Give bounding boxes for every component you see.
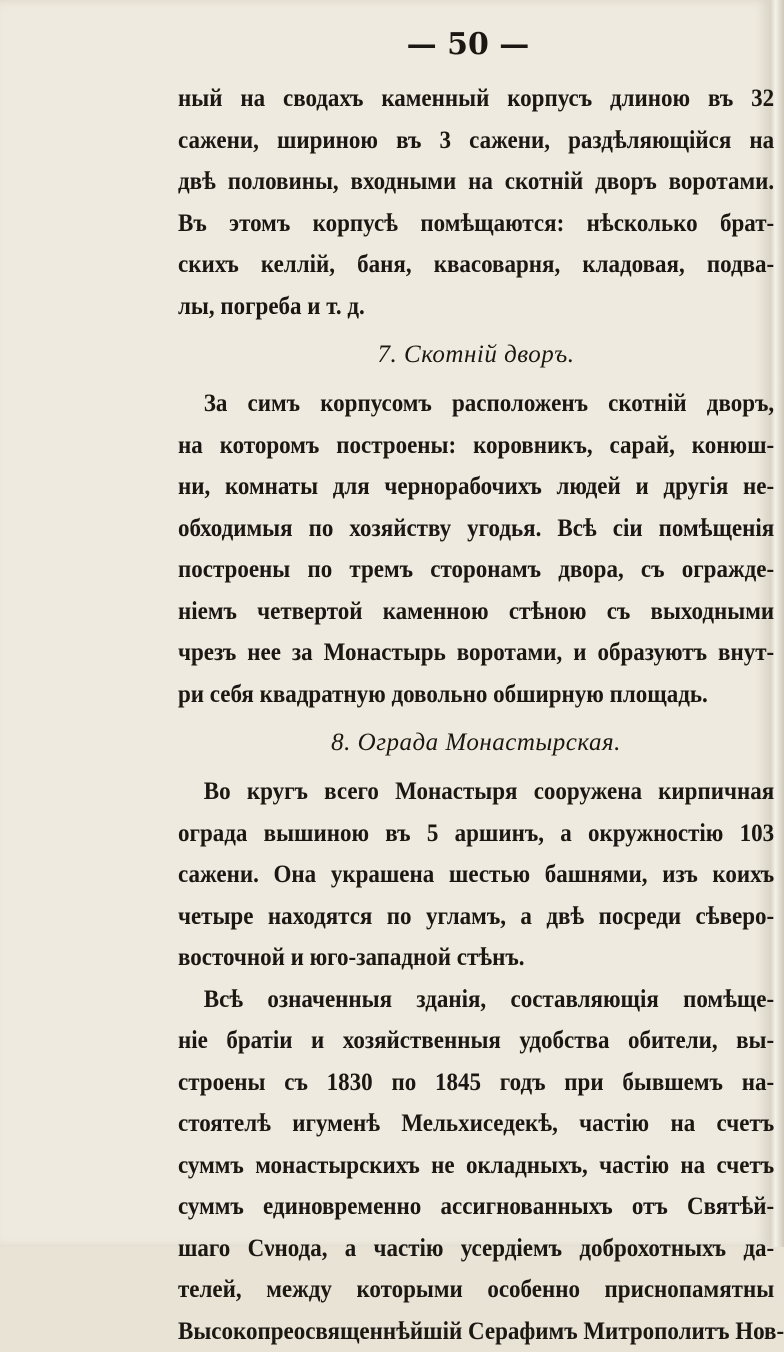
paragraph-4 (178, 979, 774, 1352)
page-number: — 50 — (268, 24, 668, 66)
section-heading-7: 7. Скотній дворъ. (178, 327, 774, 383)
text-line: четыре находятся по угламъ, а двѣ посреди сѣверо- (178, 896, 774, 938)
page-content (178, 24, 774, 1352)
text-line: сажени. Она украшена шестью башнями, изъ коихъ (178, 854, 774, 896)
paragraph-1 (178, 78, 774, 327)
text-line: За симъ корпусомъ расположенъ скотній дворъ, (178, 383, 774, 425)
text-line: стоятелѣ игуменѣ Мельхиседекѣ, частію на счетъ (178, 1103, 774, 1145)
text-line: суммъ единовременно ассигнованныхъ отъ Святѣй- (178, 1186, 774, 1228)
text-line: суммъ монастырскихъ не окладныхъ, частію на счетъ (178, 1145, 774, 1187)
text-line: обходимыя по хозяйству угодья. Всѣ сіи помѣщенія (178, 508, 774, 550)
text-line: строены съ 1830 по 1845 годъ при бывшемъ на- (178, 1062, 774, 1104)
text-line: телей, между которыми особенно приснопамятны (178, 1269, 774, 1311)
text-line: Высокопреосвященнѣйшій Серафимъ Митрополитъ Нов- (178, 1311, 774, 1352)
text-line: сажени, шириною въ 3 сажени, раздѣляющійся на (178, 120, 774, 162)
section-heading-8: 8. Ограда Монастырская. (178, 715, 774, 771)
text-line: ніемъ четвертой каменною стѣною съ выходными (178, 591, 774, 633)
text-line: скихъ келлій, баня, квасоварня, кладовая, подва- (178, 244, 774, 286)
text-line: на которомъ построены: коровникъ, сарай, конюш- (178, 425, 774, 467)
text-line: ри себя квадратную довольно обширную площадь. (178, 674, 726, 716)
text-line: лы, погреба и т. д. (178, 286, 726, 328)
text-line: восточной и юго-западной стѣнъ. (178, 937, 726, 979)
text-line: Всѣ означенныя зданія, составляющія помѣще- (178, 979, 774, 1021)
text-line: ніе братіи и хозяйственныя удобства обители, вы- (178, 1020, 774, 1062)
text-line: построены по тремъ сторонамъ двора, съ огражде- (178, 549, 774, 591)
text-line: Въ этомъ корпусѣ помѣщаются: нѣсколько брат- (178, 203, 774, 245)
paragraph-3 (178, 771, 774, 979)
paragraph-2 (178, 383, 774, 715)
text-line: шаго Сνнода, а частію усердіемъ доброхотныхъ да- (178, 1228, 774, 1270)
text-line: чрезъ нее за Монастырь воротами, и образуютъ внут- (178, 632, 774, 674)
text-line: ограда вышиною въ 5 аршинъ, а окружностію 103 (178, 813, 774, 855)
text-line: ни, комнаты для чернорабочихъ людей и другія не- (178, 466, 774, 508)
text-line: Во кругъ всего Монастыря сооружена кирпичная (178, 771, 774, 813)
text-body (178, 78, 774, 1352)
text-line: двѣ половины, входными на скотній дворъ воротами. (178, 161, 774, 203)
text-line: ный на сводахъ каменный корпусъ длиною въ 32 (178, 78, 774, 120)
